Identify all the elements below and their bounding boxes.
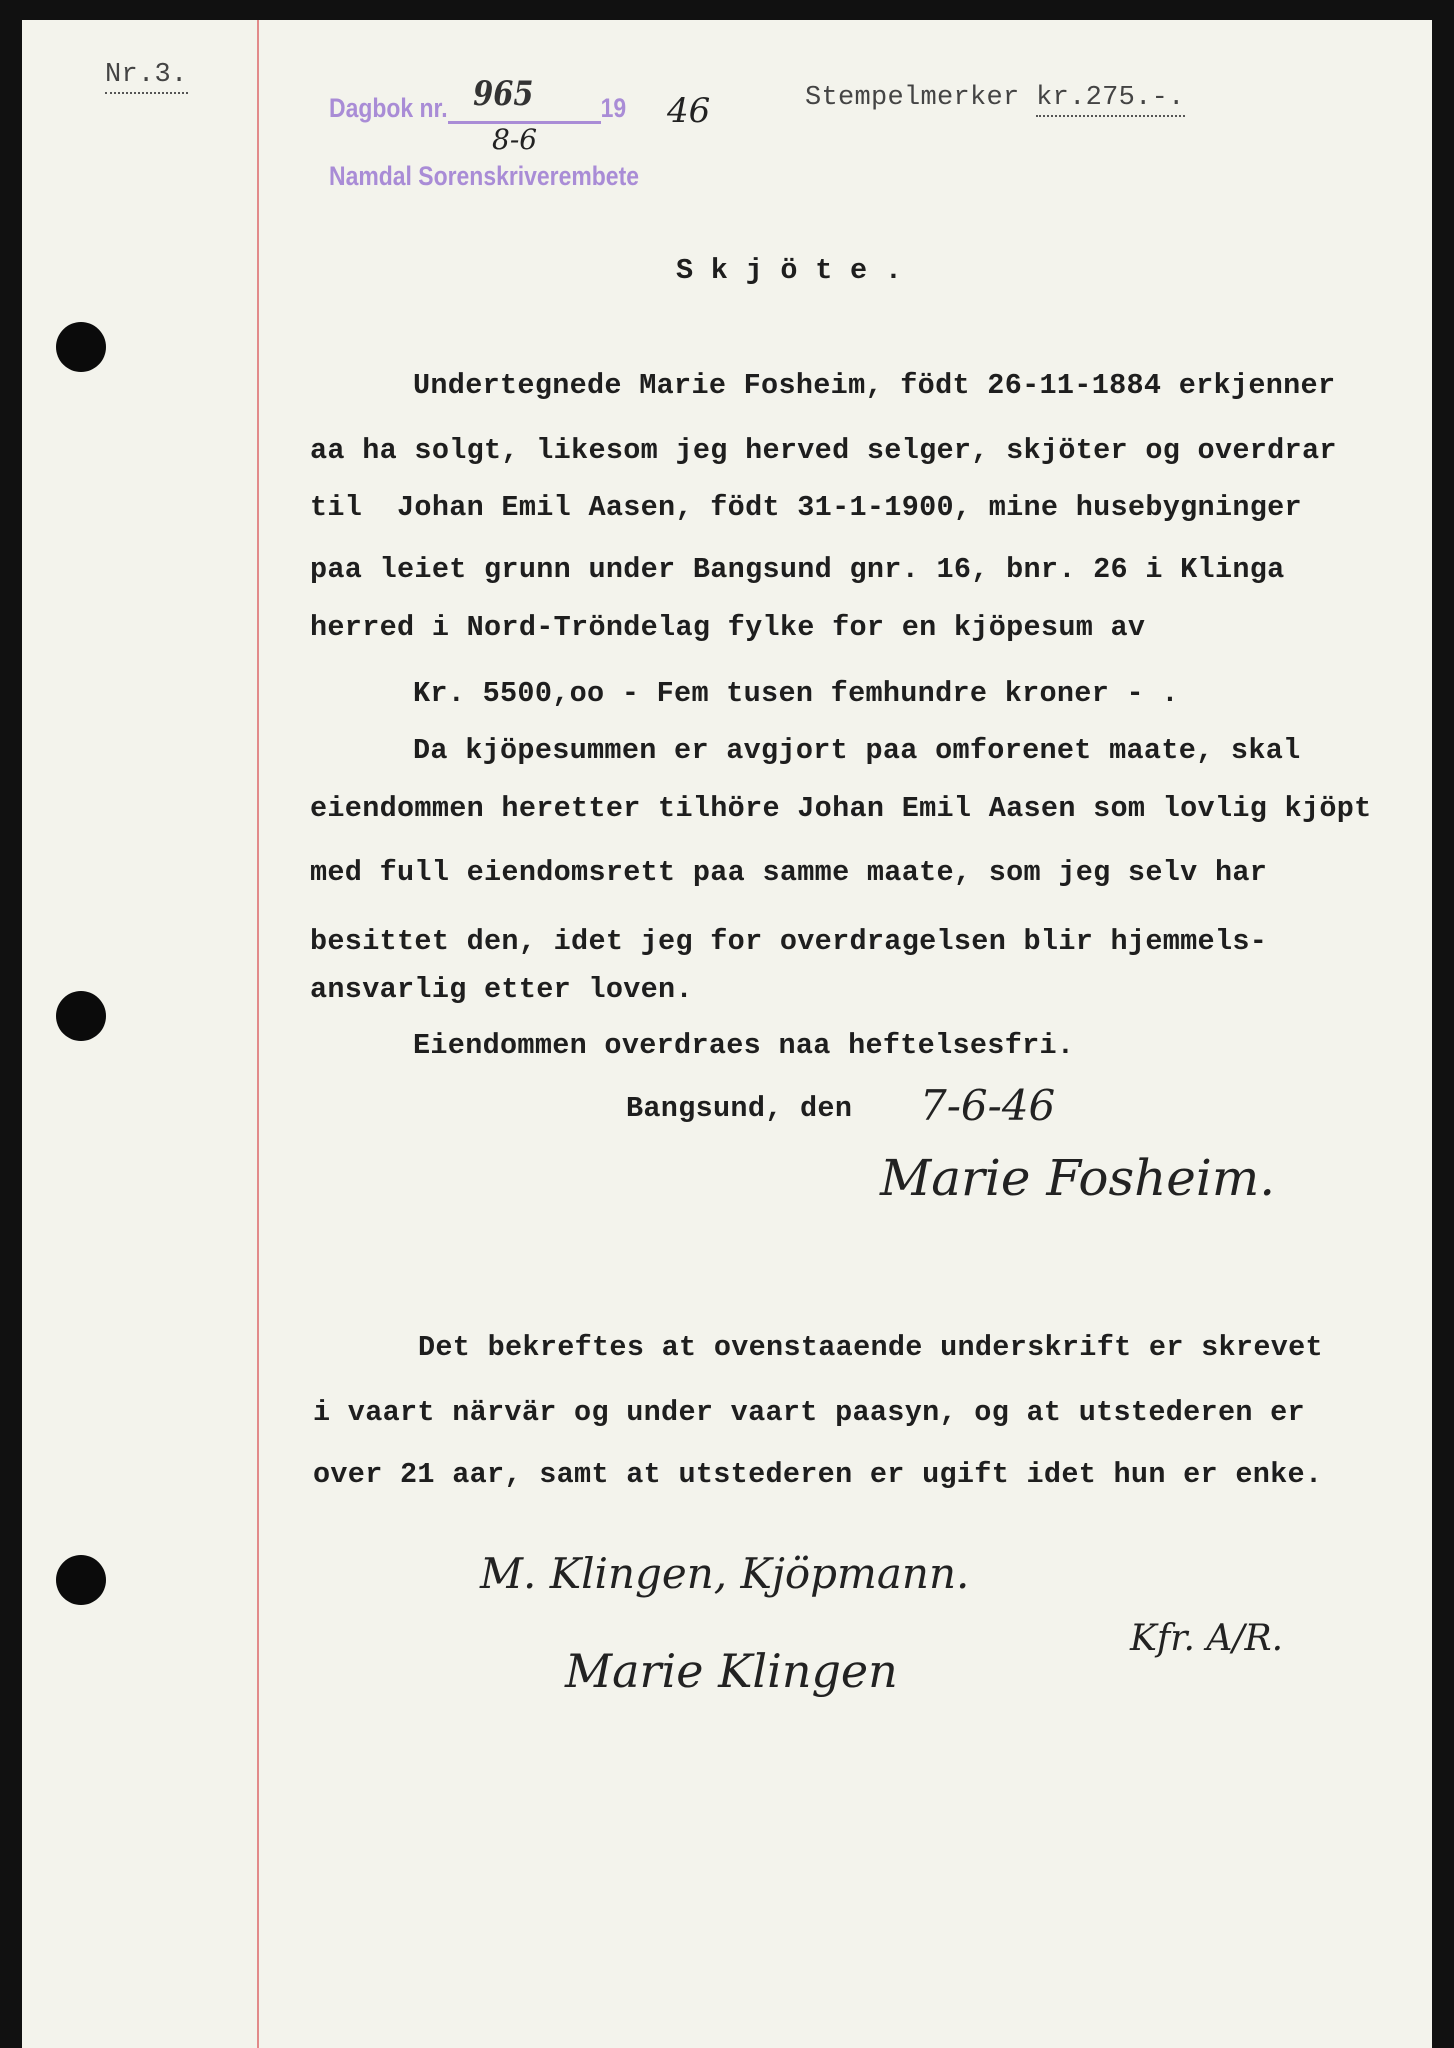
stamp-duty [805, 83, 1185, 113]
dagbok-label: Dagbok nr. [329, 93, 448, 123]
office-stamp: Namdal Sorenskriverembete [329, 161, 639, 191]
document-title: S k j ö t e . [676, 254, 903, 287]
attestation-line: over 21 aar, samt at utstederen er ugift idet hun er enke. [313, 1458, 1323, 1491]
witness-annotation: Kfr. A/R. [1130, 1618, 1284, 1659]
body-line: aa ha solgt, likesom jeg herved selger, skjöter og overdrar [310, 434, 1337, 467]
body-line: med full eiendomsrett paa samme maate, som jeg selv har [310, 856, 1268, 889]
handwritten-date: 7-6-46 [920, 1081, 1056, 1130]
body-line: til Johan Emil Aasen, födt 31-1-1900, mine husebygninger [310, 491, 1302, 524]
seller-signature: Marie Fosheim. [880, 1149, 1276, 1207]
punch-hole [56, 991, 106, 1041]
stamp-date: 8-6 [492, 123, 538, 156]
year-suffix: 46 [667, 91, 711, 131]
body-line: Da kjöpesummen er avgjort paa omforenet maate, skal [413, 734, 1301, 767]
body-line: herred i Nord-Tröndelag fylke for en kjöpesum av [310, 611, 1146, 644]
body-line: Undertegnede Marie Fosheim, födt 26-11-1884 erkjenner [413, 369, 1336, 402]
body-line: besittet den, idet jeg for overdragelsen blir hjemmels- [310, 925, 1268, 958]
punch-hole [56, 1555, 106, 1605]
punch-hole [56, 322, 106, 372]
dagbok-number: 965 [473, 74, 534, 114]
stamp-duty-label: Stempelmerker [805, 83, 1020, 113]
body-line: Eiendommen overdraes naa heftelsesfri. [413, 1029, 1075, 1062]
price-line: Kr. 5500,oo - Fem tusen femhundre kroner - . [413, 677, 1179, 710]
year-prefix: 19 [600, 93, 627, 123]
witness-signature: M. Klingen, Kjöpmann. [480, 1549, 970, 1598]
place-label: Bangsund, den [626, 1092, 853, 1125]
body-line: eiendommen heretter tilhöre Johan Emil Aasen som lovlig kjöpt [310, 792, 1372, 825]
margin-line [257, 20, 259, 2048]
stamp-duty-value: kr.275.-. [1036, 83, 1185, 117]
attestation-line: Det bekreftes at ovenstaaende underskrift er skrevet [418, 1331, 1323, 1364]
body-line: ansvarlig etter loven. [310, 973, 693, 1006]
attestation-line: i vaart närvär og under vaart paasyn, og at utstederen er [313, 1396, 1305, 1429]
witness-signature: Marie Klingen [565, 1644, 898, 1698]
body-line: paa leiet grunn under Bangsund gnr. 16, bnr. 26 i Klinga [310, 553, 1285, 586]
dagbok-stamp [329, 74, 627, 124]
document-number: Nr.3. [105, 60, 188, 94]
